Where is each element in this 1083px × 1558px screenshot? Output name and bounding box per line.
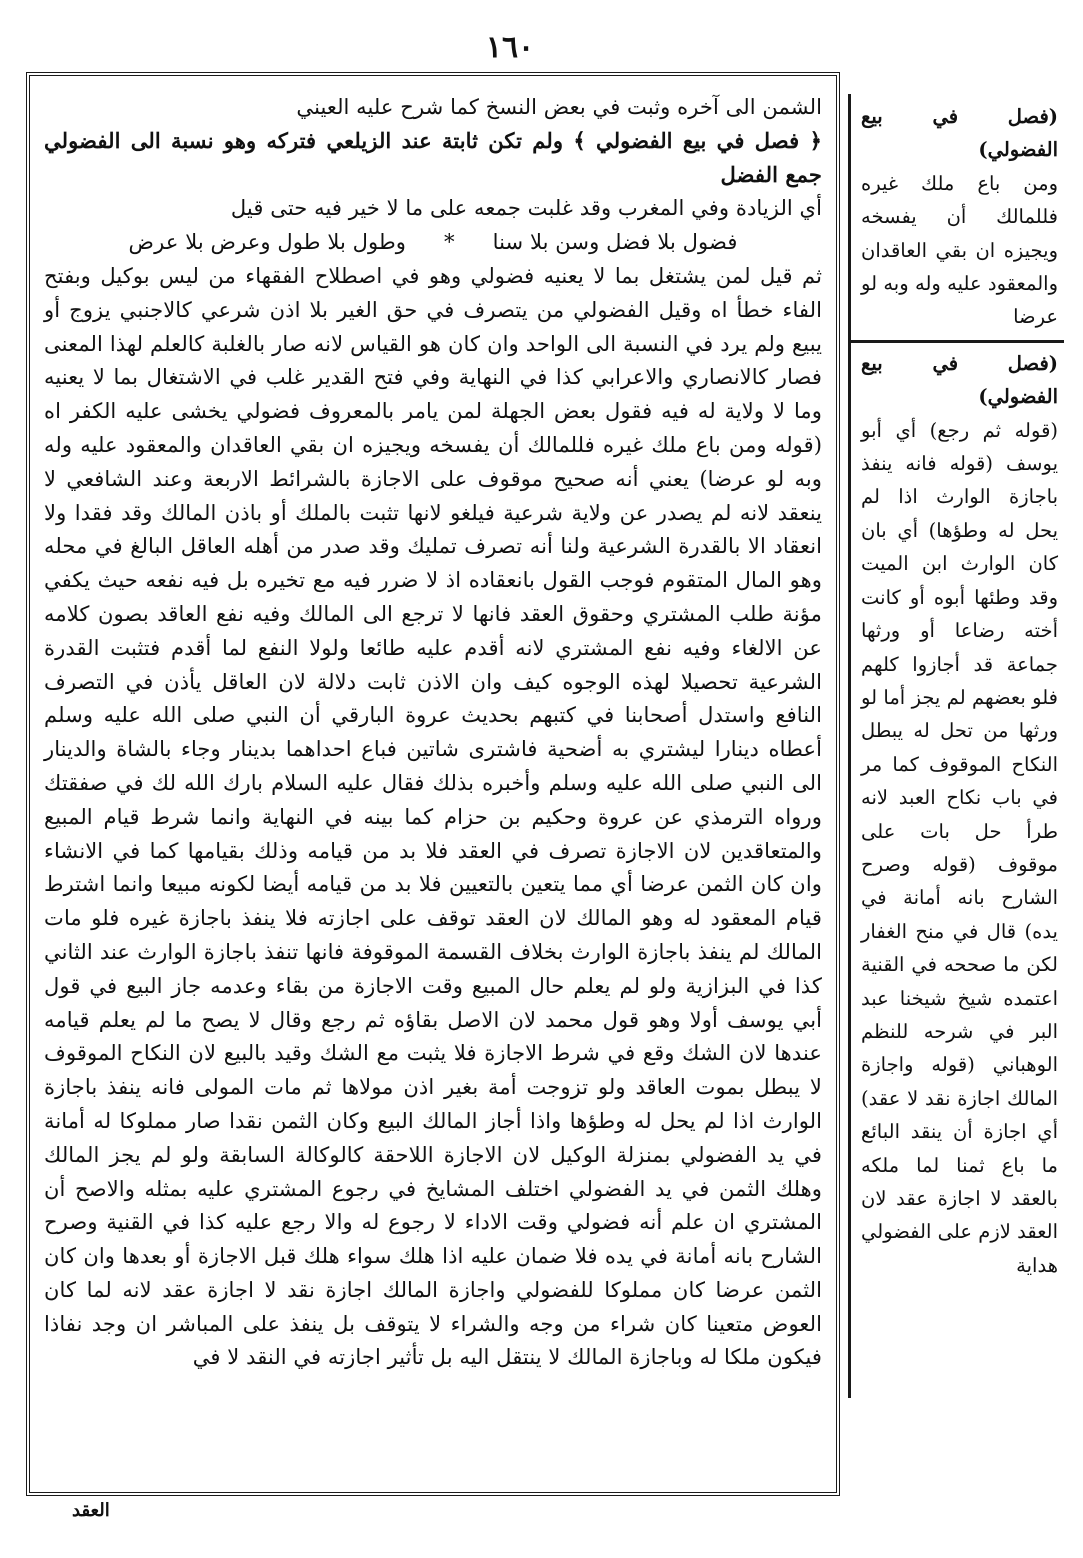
margin-divider	[851, 340, 1064, 343]
poem-hemistich-right: فضول بلا فضل وسن بلا سنا	[492, 229, 738, 255]
margin-heading-2: (فصل في بيع الفضولي)	[861, 351, 1058, 409]
main-paragraph: ثم قيل لمن يشتغل بما لا يعنيه فضولي وهو في اصطلاح الفقهاء من ليس بوكيل وبفتح الفاء خطأ اه وقيل الفضولي من يتصرف في حق الغير بلا اذن شرعي كالاجنبي يزوج أو يبيع ولم يرد في النسبة الى الواحد وان كان هو القياس لانه صار بالغلبة كالعلم لهذا المعنى فصار كالانصاري والاعرابي كذا في النهاية وفي فتح القدير غلب في الاشتغال بما لا يعنيه وما لا ولاية له فيه فقول بعض الجهلة لمن يامر بالمعروف فضولي يخشى عليه الكفر اه (قوله ومن باع ملك غيره فللمالك أن يفسخه ويجيزه ان بقي العاقدان والمعقود عليه وله وبه لو عرضا) يعني أنه صحيح موقوف على الاجازة بالشرائط الاربعة وعند الشافعي لا ينعقد لانه لم يصدر عن ولاية شرعية فيلغو لانها تثبت بالملك أو باذن المالك وقد فقدا ولا انعقاد الا بالقدرة الشرعية ولنا أنه تصرف تمليك وقد صدر من أهله العاقل البالغ في محله وهو المال المتقوم فوجب القول بانعقاده اذ لا ضرر فيه مع تخيره بل فيه نفعه حيث يكفي مؤنة طلب المشتري وحقوق العقد فانها لا ترجع الى المالك وفيه نفع العاقد بصون كلامه عن الالغاء وفيه نفع المشتري لانه أقدم عليه طائعا ولولا النفع لما أقدم فتثبت القدرة الشرعية تحصيلا لهذه الوجوه كيف وان الاذن ثابت دلالة لان العاقل يأذن في التصرف النافع واستدل أصحابنا في كتبهم بحديث عروة البارقي أن النبي صلى الله عليه وسلم أعطاه دينارا ليشتري به أضحية فاشترى شاتين فباع احداهما بدينار وجاء بالشاة والدينار الى النبي صلى الله عليه وسلم وأخبره بذلك فقال عليه السلام بارك الله لك في صفقتك ورواه الترمذي عن عروة وحكيم بن حزام كما بينه في النهاية وانما شرط قيام المبيع والمتعاقدين لان الاجازة تصرف في العقد فلا بد من قيامه وذلك بقيامها كما في الانشاء وان كان الثمن عرضا أي مما يتعين بالتعيين فلا بد من قيامه أيضا لكونه مبيعا وانما اشترط قيام المعقود له وهو المالك لان العقد توقف على اجازته فلا ينفذ باجازة غيره فلو مات المالك لم ينفذ باجازة الوارث بخلاف القسمة الموقوفة فانها تنفذ باجازة الوارث عند الثاني كذا في البزازية ولو لم يعلم حال المبيع وقت الاجازة من بقاء وعدمه جاز البيع في قول أبي يوسف أولا وهو قول محمد لان الاصل بقاؤه ثم رجع وقال لا يصح ما لم يعلم قيامه عندها لان الشك وقع في شرط الاجازة فلا يثبت مع الشك وقيد بالبيع لان النكاح الموقوف لا يبطل بموت العاقد ولو تزوجت أمة بغير اذن مولاها ثم مات المولى فانه ينفذ باجازة الوارث اذا لم يحل له وطؤها واذا أجاز المالك البيع وكان الثمن نقدا صار مملوكا له أمانة في يد الفضولي بمنزلة الوكيل لان الاجازة اللاحقة كالوكالة السابقة ولو لم يجز المالك وهلك الثمن في يد الفضولي اختلف المشايخ في رجوع المشتري عليه بمثله والاصح أن المشتري ان علم أنه فضولي وقت الاداء لا رجوع له والا رجع عليه كذا في القنية وصرح الشارح بانه أمانة في يده فلا ضمان عليه اذا هلك سواء هلك قبل الاجازة أو بعدها وان كان الثمن عرضا كان مملوكا للفضولي واجازة المالك اجازة نقد لا اجازة عقد لانه لما كان العوض متعينا كان شراء من وجه والشراء لا يتوقف بل ينفذ على المباشر ان وجد نفاذا فيكون ملكا له وباجازة المالك لا ينتقل اليه بل تأثير اجازته في النقد لا في	[44, 262, 822, 1370]
poem-hemistich-left: وطول بلا طول وعرض بلا عرض	[128, 229, 407, 255]
poem-separator: *	[444, 229, 455, 255]
main-text-frame	[26, 72, 840, 1496]
poem-verse	[44, 225, 822, 259]
catchword: العقد	[72, 1500, 110, 1521]
margin-commentary	[848, 94, 1064, 1398]
main-line-3: أي الزيادة وفي المغرب وقد غلبت جمعه على ما لا خير فيه حتى قيل	[230, 195, 822, 221]
main-line-2: ﴿ فصل في بيع الفضولي ﴾ ولم تكن ثابتة عند الزيلعي فتركه وهو نسبة الى الفضولي جمع الفضل	[44, 127, 822, 187]
margin-block-notes	[861, 347, 1058, 1282]
margin-block-matn	[861, 100, 1058, 334]
main-line-1: الشمن الى آخره وثبت في بعض النسخ كما شرح عليه العيني	[296, 94, 822, 119]
margin-text-2: (قوله ثم رجع) أي أبو يوسف (قوله فانه ينفذ باجازة الوارث اذا لم يحل له وطؤها) أي بان كان الوارث ابن الميت وقد وطئها أبوه أو كانت أخته رضاعا أو ورثها جماعة قد أجازوا كلهم فلو بعضهم لم يجز أما لو ورثها من تحل له يبطل النكاح الموقوف كما مر في باب نكاح العبد لانه طرأ حل بات على موقوف (قوله وصرح الشارح بانه أمانة في يده) قال في منح الغفار لكن ما صححه في القنية اعتمده شيخ شيخنا عبد البر في شرحه للنظم الوهباني (قوله واجازة المالك اجازة نقد لا عقد) أي اجازة أن ينقد البائع ما باع ثمنا لما ملكه بالعقد لا اجازة عقد لان العقد لازم على الفضولي هداية	[861, 418, 1058, 1277]
page-number: ١٦٠	[485, 30, 535, 65]
margin-heading-1: (فصل في بيع الفضولي)	[861, 105, 1058, 162]
main-text	[44, 90, 822, 1374]
margin-text-1: ومن باع ملك غيره فللمالك أن يفسخه ويجيزه ان بقي العاقدان والمعقود عليه وله وبه لو عرضا	[861, 171, 1058, 329]
